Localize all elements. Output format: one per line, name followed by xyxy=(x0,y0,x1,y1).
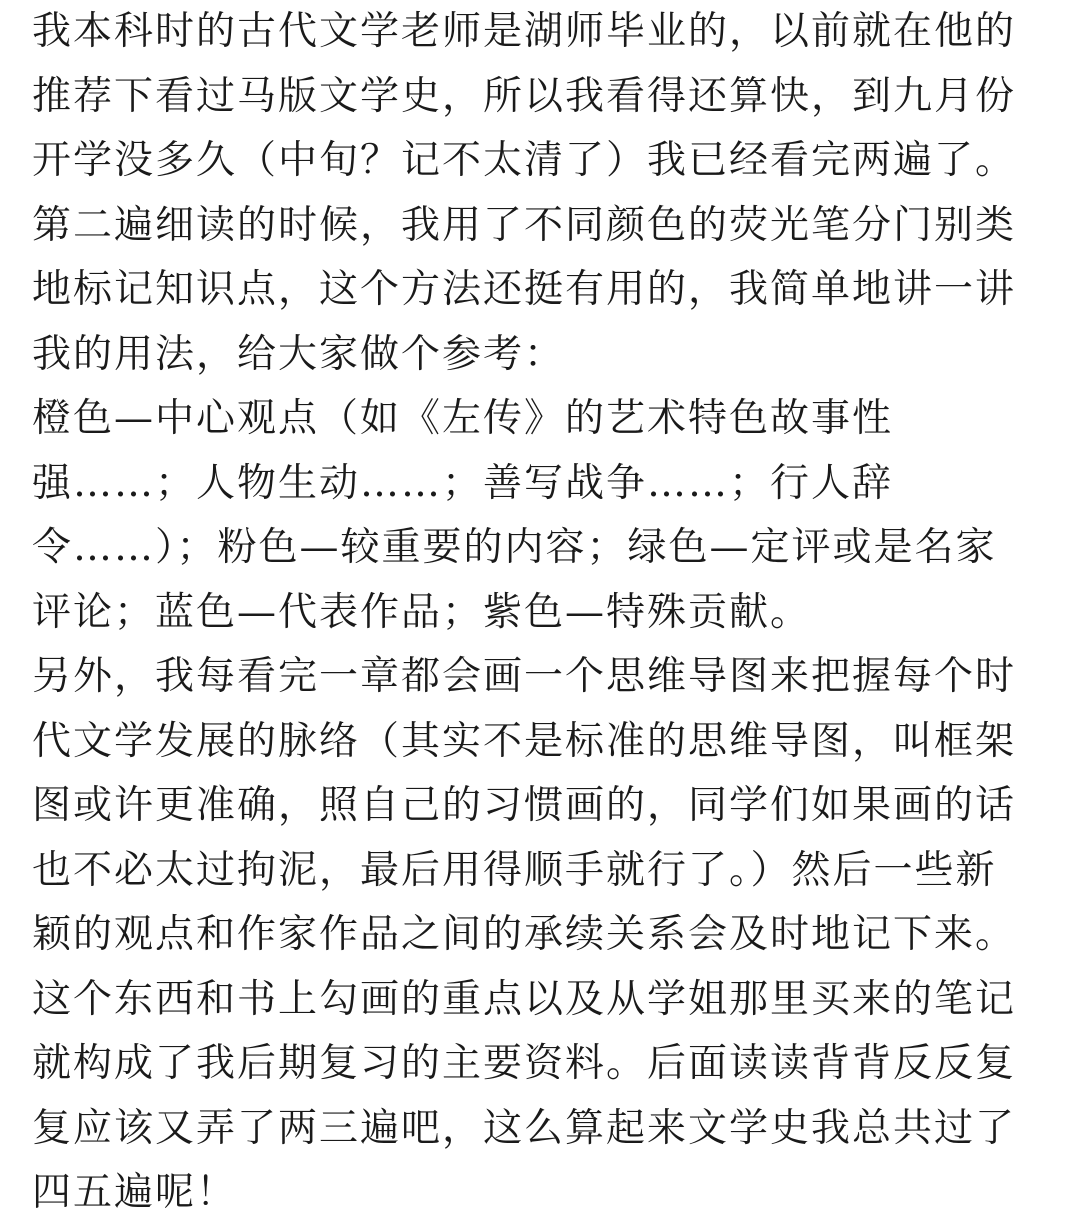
text-line: 另外，我每看完一章都会画一个思维导图来把握每个时 xyxy=(32,654,1017,699)
text-line: 评论；蓝色—代表作品；紫色—特殊贡献。 xyxy=(32,589,812,635)
text-line: 橙色—中心观点（如《左传》的艺术特色故事性 xyxy=(32,396,894,441)
text-line: 第二遍细读的时候，我用了不同颜色的荧光笔分门别类 xyxy=(32,202,1017,248)
text-line: 颖的观点和作家作品之间的承续关系会及时地记下来。 xyxy=(32,912,1017,957)
text-line: 推荐下看过马版文学史，所以我看得还算快，到九月份 xyxy=(32,73,1017,119)
text-line: 强……；人物生动……；善写战争……；行人辞 xyxy=(32,460,894,506)
text-line: 代文学发展的脉络（其实不是标准的思维导图，叫框架 xyxy=(32,718,1017,764)
text-line: 图或许更准确，照自己的习惯画的，同学们如果画的话 xyxy=(32,783,1017,828)
text-line: 令……）；粉色—较重要的内容；绿色—定评或是名家 xyxy=(32,525,997,570)
text-line: 就构成了我后期复习的主要资料。后面读读背背反反复 xyxy=(32,1041,1017,1086)
text-line: 也不必太过拘泥，最后用得顺手就行了。）然后一些新 xyxy=(32,847,997,893)
text-line: 复应该又弄了两三遍吧，这么算起来文学史我总共过了 xyxy=(32,1105,1017,1151)
article-text xyxy=(32,0,1052,1226)
text-line: 开学没多久（中旬？记不太清了）我已经看完两遍了。 xyxy=(32,138,1017,183)
text-line: 我本科时的古代文学老师是湖师毕业的，以前就在他的 xyxy=(32,9,1017,54)
text-line: 四五遍呢！ xyxy=(32,1170,238,1215)
text-line: 我的用法，给大家做个参考： xyxy=(32,331,566,377)
text-line: 这个东西和书上勾画的重点以及从学姐那里买来的笔记 xyxy=(32,976,1017,1022)
text-line: 地标记知识点，这个方法还挺有用的，我简单地讲一讲 xyxy=(32,267,1017,312)
